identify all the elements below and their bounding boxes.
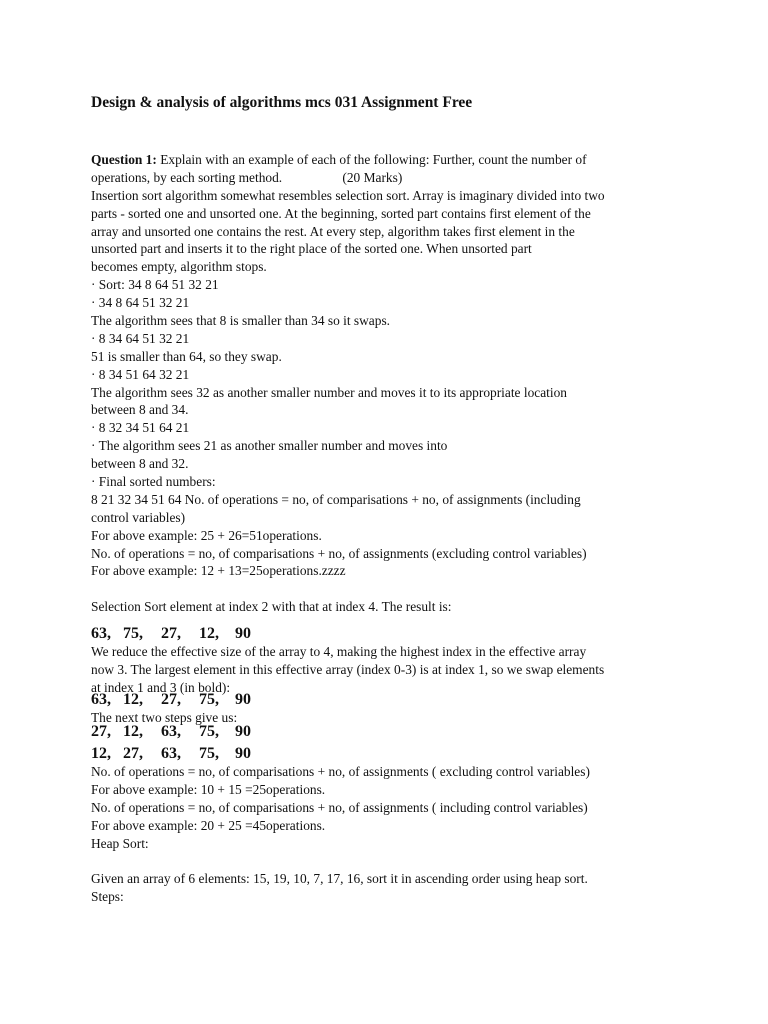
- question-label: Question 1:: [91, 152, 157, 167]
- array-value: 90: [235, 722, 251, 740]
- text-line: Given an array of 6 elements: 15, 19, 10, 7, 17, 16, sort it in ascending order using heap sort.: [91, 871, 588, 887]
- selection-intro: Selection Sort element at index 2 with that at index 4. The result is:: [91, 599, 452, 615]
- question-marks-line: operations, by each sorting method. (20 Marks): [91, 169, 403, 185]
- text-line: Insertion sort algorithm somewhat resembles selection sort. Array is imaginary divided into two: [91, 187, 605, 203]
- text-line: array and unsorted one contains the rest. At every step, algorithm takes first element in the: [91, 223, 575, 239]
- question-line: [91, 151, 691, 169]
- array-value: 63,: [91, 690, 111, 708]
- array-value: 27,: [161, 625, 181, 643]
- array-value: 75,: [199, 722, 219, 740]
- array-value: 27,: [91, 722, 111, 740]
- array-row: [91, 745, 691, 763]
- text-line: No. of operations = no, of comparisations + no, of assignments (excluding control variables): [91, 545, 587, 561]
- array-row: [91, 625, 691, 643]
- blank-line: [91, 580, 691, 598]
- text-line: · 34 8 64 51 32 21: [91, 295, 190, 311]
- text-line: For above example: 25 + 26=51operations.: [91, 527, 322, 543]
- text-line: The algorithm sees 32 as another smaller number and moves it to its appropriate location: [91, 384, 567, 400]
- text-line: · 8 34 51 64 32 21: [91, 366, 190, 382]
- array-value: 90: [235, 690, 251, 708]
- array-value: 27,: [123, 744, 143, 762]
- text-line: · 8 34 64 51 32 21: [91, 330, 190, 346]
- array-value: 90: [235, 625, 251, 643]
- next-two-steps: The next two steps give us:: [91, 709, 238, 725]
- text-line: control variables): [91, 509, 186, 525]
- text-line: parts - sorted one and unsorted one. At the beginning, sorted part contains first element of the: [91, 205, 591, 221]
- text-line: For above example: 12 + 13=25operations.zzzz: [91, 563, 346, 579]
- array-value: 75,: [123, 625, 143, 643]
- heap-sort-section: [91, 870, 691, 906]
- text-line: 8 21 32 34 51 64 No. of operations = no, of comparisations + no, of assignments (including: [91, 491, 581, 507]
- array-value: 27,: [161, 690, 181, 708]
- array-row: [91, 691, 691, 709]
- selection-sort-section: [91, 598, 691, 852]
- array-value: 12,: [199, 625, 219, 643]
- text-line: No. of operations = no, of comparisations + no, of assignments ( including control variables): [91, 799, 588, 815]
- text-line: Steps:: [91, 889, 124, 905]
- text-line: at index 1 and 3 (in bold):: [91, 679, 231, 695]
- array-value: 63,: [161, 744, 181, 762]
- text-line: 51 is smaller than 64, so they swap.: [91, 348, 282, 364]
- array-value: 12,: [123, 722, 143, 740]
- array-value: 75,: [199, 690, 219, 708]
- text-line: · Final sorted numbers:: [91, 474, 216, 490]
- text-line: between 8 and 32.: [91, 456, 189, 472]
- text-line: · The algorithm sees 21 as another smaller number and moves into: [91, 438, 448, 454]
- insertion-sort-section: [91, 187, 691, 581]
- text-line: For above example: 10 + 15 =25operations.: [91, 781, 326, 797]
- document-title: Design & analysis of algorithms mcs 031 Assignment Free: [91, 94, 473, 111]
- text-line: No. of operations = no, of comparisations + no, of assignments ( excluding control variables): [91, 763, 590, 779]
- text-line: · 8 32 34 51 64 21: [91, 420, 190, 436]
- question-text: Explain with an example of each of the following: Further, count the number of: [156, 152, 587, 167]
- array-value: 12,: [91, 744, 111, 762]
- text-line: between 8 and 34.: [91, 402, 189, 418]
- text-line: unsorted part and inserts it to the right place of the sorted one. When unsorted part: [91, 241, 532, 257]
- array-value: 12,: [123, 690, 143, 708]
- text-line: now 3. The largest element in this effective array (index 0-3) is at index 1, so we swap elements: [91, 662, 605, 678]
- heap-sort-heading: Heap Sort:: [91, 835, 149, 851]
- text-line: · Sort: 34 8 64 51 32 21: [91, 277, 219, 293]
- blank-line: [91, 852, 691, 870]
- text-line: The algorithm sees that 8 is smaller than 34 so it swaps.: [91, 313, 391, 329]
- text-line: We reduce the effective size of the array to 4, making the highest index in the effective array: [91, 644, 587, 660]
- text-line: becomes empty, algorithm stops.: [91, 259, 267, 275]
- array-value: 63,: [161, 722, 181, 740]
- array-row: [91, 723, 691, 741]
- array-value: 90: [235, 744, 251, 762]
- array-value: 75,: [199, 744, 219, 762]
- text-line: For above example: 20 + 25 =45operations.: [91, 817, 326, 833]
- document-body: [91, 151, 691, 906]
- array-value: 63,: [91, 625, 111, 643]
